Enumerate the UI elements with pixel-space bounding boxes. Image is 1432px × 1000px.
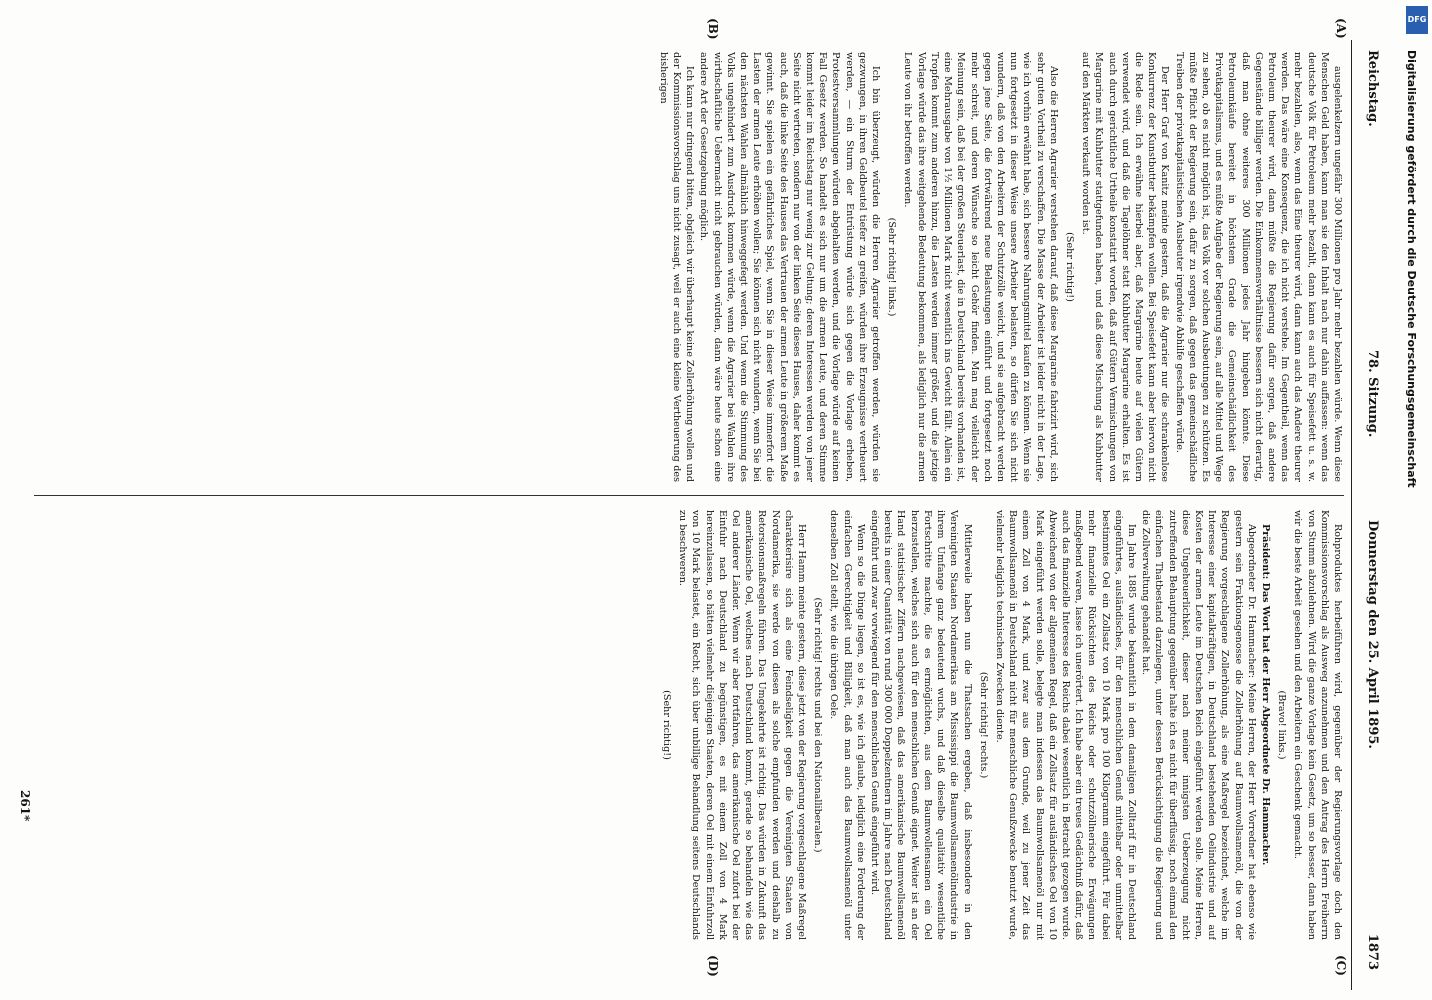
margin-mark-b: (B) bbox=[706, 18, 720, 40]
interjection: (Sehr richtig! links.) bbox=[886, 217, 898, 317]
header-page-number: 1873 bbox=[1365, 933, 1380, 970]
digitization-credit-text: Digitalisierung gefördert durch die Deutsche Forschungsgemeinschaft bbox=[1405, 50, 1418, 488]
text-column-right bbox=[657, 510, 1344, 940]
paragraph: Rohproduktes herbeiführen wird, gegenüber der Regierungsvorlage doch den Kommissionsvorschlag als Ausweg anzunehmen und den Antrag des Herrn Freiherrn von Stumm abzulehnen. Wird die ganze Vorlage kein Gesetz, um so besser, dann haben wir die beste Arbeit gesehen und den Arbeitern ein Geschenk gemacht. bbox=[1292, 510, 1343, 940]
page-footer-number: 261* bbox=[18, 790, 32, 822]
page-header bbox=[1354, 50, 1388, 980]
header-session: 78. Sitzung. bbox=[1365, 350, 1380, 438]
paragraph: Ich bin überzeugt, würden die Herren Agrarier getroffen werden, würden sie gezwungen, in ihren Geldbeutel tiefer zu greifen, würden ihre Erzeugnisse vertheuert werden, — ein Sturm der Entrüstung würde sich gegen die Vorlage erheben, Protestversammlungen würden abgehalten werden, und die Vorlage würde auf keinen Fall Gesetz werden. So handelt es sich nur um die armen Leute, und deren Stimme kommt leider im Reichstag nur wenig zur Geltung; deren Interessen werden von jener Seite nicht vertreten, sondern nur von der linken Seite dieses Hauses, daher kommt es auch, daß die linke Seite des Hauses das Vertrauen der armen Leute in größerem Maße gewinnt. Sie spielen ein gefährliches Spiel, wenn Sie in dieser Weise immerfort die Lasten der armen Leute erhöhen wollen; Sie können sich nicht wundern, wenn Sie bei den nächsten Wahlen allmählich hinweggefegt werden. Und wenn die Stimmung des Volks ungehindert zum Ausdruck kommen würde, wenn die Agrarier bei Wahlen ihre wirthschaftliche Uebermacht nicht gebrauchen würden, dann wäre heute schon eine andere Art der Gesetzgebung möglich. bbox=[698, 52, 882, 482]
interjection: (Bravo! links.) bbox=[1276, 690, 1288, 760]
text-column-left bbox=[656, 52, 1344, 482]
paragraph: Mittlerweile haben nun die Thatsachen ergeben, daß insbesondere in den Vereinigten Staaten Nordamerikas am Mississippi die Baumwollsamenölindustrie in ihrem Umfange ganz bedeutend wuchs, und daß dieselbe qualitativ wesentliche Fortschritte machte, die es ermöglichten, aus dem Baumwollensamen ein Oel herzustellen, welches sich auch für den menschlichen Genuß eignet. Weiter ist an der Hand statistischer Ziffern nachgewiesen, daß das amerikanische Baumwollsamenöl bereits in einer Quantität von rund 300 000 Doppelzentnern im Jahre nach Deutschland eingeführt und zwar vorwiegend für den menschlichen Genuß eingeführt wird. bbox=[869, 510, 973, 940]
paragraph: Präsident: Das Wort hat der Herr Abgeordnete Dr. Hammacher. bbox=[1259, 524, 1271, 866]
header-rule bbox=[1351, 40, 1352, 990]
interjection: (Sehr richtig!) bbox=[661, 690, 673, 760]
paragraph: Der Herr Graf von Kanitz meinte gestern, daß die Agrarier nur die schrankenlose Konkurrenz der Kunstbutter bekämpfen wollen. Bei Speisefett kann aber hiervon nicht die Rede sein. Ich erwähne hierbei aber, daß Margarine heute auf vielen Gütern verwendet wird, und daß die Tagelöhner statt Kuhbutter Margarine erhalten. Es ist auch durch gerichtliche Urtheile konstatirt worden, daß auf Gütern Vermischungen von Margarine mit Kuhbutter stattgefunden haben, und daß diese Mischung als Kuhbutter auf den Märkten verkauft worden ist. bbox=[1080, 52, 1171, 482]
paragraph: Im Jahre 1885 wurde bekanntlich in dem damaligen Zolltarif für in Deutschland eingeführtes, ausländisches, für den menschlichen Genuß mittelbar oder unmittelbar bestimmtes Oel ein Zollsatz von 10 Mark pro 100 Kilogramm eingeführt. Für dabei mehr finanzielle Rücksichten des Reichs oder schutzzöllnerische Erwägungen maßgebend waren, lasse ich unerörtert. Ich habe aber ein treues Gedächtniß dafür, daß auch das finanzielle Interesse des Reichs dabei wesentlich in Betracht gezogen wurde. Abweichend von der allgemeinen Regel, daß ein Zollsatz für ausländisches Oel von 10 Mark eingeführt werden solle, belegte man indessen das Baumwollsamenöl nur mit einem Zoll von 4 Mark, und zwar aus dem Grunde, weil zu jener Zeit das Baumwollsamenöl in Deutschland nicht für menschliche Genußzwecke benutzt wurde, vielmehr lediglich technischen Zwecken diente. bbox=[993, 510, 1137, 940]
header-left: Reichstag. bbox=[1365, 50, 1380, 127]
interjection: (Sehr richtig! rechts und bei den Nationalliberalen.) bbox=[812, 597, 824, 853]
paragraph: Abgeordneter Dr. Hammacher: Meine Herren, der Herr Vorredner hat ebenso wie gestern sein Fraktionsgenosse die Zollerhöhung auf Baumwollsamenöl, die von der Regierung vorgeschlagene Zollerhöhung, als eine Maßregel bezeichnet, welche im Interesse einer kapitalkräftigen, in Deutschland bestehenden Oelindustrie und auf Kosten der armen Leute im Deutschen Reich eingeführt werden solle. Meine Herren, diese Ungeheuerlichkeit, dieser nach meiner innigsten Ueberzeugung nicht zutreffenden Behauptung gegenüber halte ich es nicht für überflüssig, noch einmal den einfachen Thatbestand darzulegen, unter dessen Berücksichtigung die Regierung und die Zollverwaltung gehandelt hat. bbox=[1140, 510, 1257, 940]
paragraph: Herr Hamm meinte gestern, diese jetzt von der Regierung vorgeschlagene Maßregel charakterisire sich als eine Feindseligkeit gegen die Vereinigten Staaten von Nordamerika, sie werde von diesen als solche empfunden werden und deshalb zu Retorsionsmaßregeln führen. Das Umgekehrte ist richtig. Das würden in Zukunft das amerikanische Oel, welches nach Deutschland kommt, gerade so behandeln wie das Oel anderer Länder. Wenn wir aber fortfahren, das amerikanische Oel zufort bei der Einfuhr nach Deutschland zu begünstigen, es mit einem Zoll von 4 Mark hereinzulassen, so hätten vielmehr diejenigen Staaten, deren Oel mit einem Einfuhrzoll von 10 Mark belastet, ein Recht, sich über unbillige Behandlung seitens Deutschlands zu beschweren. bbox=[677, 510, 808, 940]
paragraph: ausgelenkelzern ungefähr 300 Millionen pro Jahr mehr bezahlen würde. Wenn diese Menschen Geld haben, kann man sie den Inhalt nach nur dahin auffassen: wenn das deutsche Volk für Petroleum mehr bezahlt, dann kann es auch für Speisefett u. s. w. mehr bezahlen, also, wenn das Eine theurer wird, dann kann auch das Andere theurer werden. Das wäre eine Konsequenz, die ich nicht verstehe. Im Gegentheil, wenn das Petroleum theurer wird, dann müßte die Regierung dafür sorgen, daß andere Gegenstände billiger werden. Die Einkommensverhältnisse bessern sich nicht derartig, daß man ohne weiteres 300 Millionen jedes Jahr hingeben könnte. Diese Petroleumkäufe bereitet in höchstem Grade die Gemeinschädlichkeit des Privatkapitalismus, und es müßte Aufgabe der Regierung sein, auf alle Mittel und Wege zu sehen, ob es nicht möglich ist, das Volk vor solchen Ausbeutungen zu schützen. Es müßte Pflicht der Regierung sein, dafür zu sorgen, daß gegen das gemeinschädliche Treiben der privatkapitalistischen Ausbeuter irgendwie Abhilfe geschaffen würde. bbox=[1173, 52, 1343, 482]
dfg-logo: DFG bbox=[1406, 6, 1428, 34]
margin-mark-c: (C) bbox=[1334, 955, 1348, 976]
paragraph: Wenn so die Dinge liegen, so ist es, wie ich glaube, lediglich eine Forderung der einfachen Gerechtigkeit und Billigkeit, daß man auch das Baumwollsamenöl unter denselben Zoll stellt, wie die übrigen Oele. bbox=[828, 510, 866, 940]
paragraph: Ich kann nur dringend bitten, obgleich wir überhaupt keine Zollerhöhung wollen und der Kommissionsvorschlag uns nicht zusagt, weil er auch eine kleine Vertheuerung des bisherigen bbox=[657, 52, 696, 482]
margin-mark-d: (D) bbox=[706, 955, 720, 977]
margin-mark-a: (A) bbox=[1334, 18, 1348, 39]
interjection: (Sehr richtig! rechts.) bbox=[977, 671, 989, 779]
interjection: (Sehr richtig!) bbox=[1063, 232, 1075, 302]
column-divider bbox=[34, 495, 1344, 496]
header-date: Donnerstag den 25. April 1895. bbox=[1365, 520, 1380, 749]
digitization-credit bbox=[1404, 10, 1430, 970]
paragraph: Also die Herren Agrarier verstehen darauf, daß diese Margarine fabrizirt wird, sich sehr guten Vortheil zu verschaffen. Die Masse der Arbeiter ist leider nicht in der Lage, wie ich vorhin erwähnt habe, sich bessere Nahrungsmittel kaufen zu können. Wenn sie nun fortgesetzt in dieser Weise unsere Arbeiter belasten, so dürfen Sie sich nicht wundern, daß von den Arbeitern der Schutzzölle weicht, und sie aufgebracht werden gegen jene Seite, die fortwährend neue Belastungen einführt und fortgesetzt noch mehr schreit, und deren Wünsche so leicht Gehör finden. Man mag vielleicht der Meinung sein, daß bei der großen Steuerlast, die in Deutschland bereits vorhanden ist, eine Mehrausgabe von 1½ Millionen Mark nicht wesentlich ins Gewicht fällt. Allein ein Tropfen kommt zum anderen hinzu, die Lasten werden immer größer, und die jetzige Vorlage würde das ihre weitgehende Bedeutung bekommen, als lediglich nur die armen Leute von ihr betroffen werden. bbox=[902, 52, 1059, 482]
